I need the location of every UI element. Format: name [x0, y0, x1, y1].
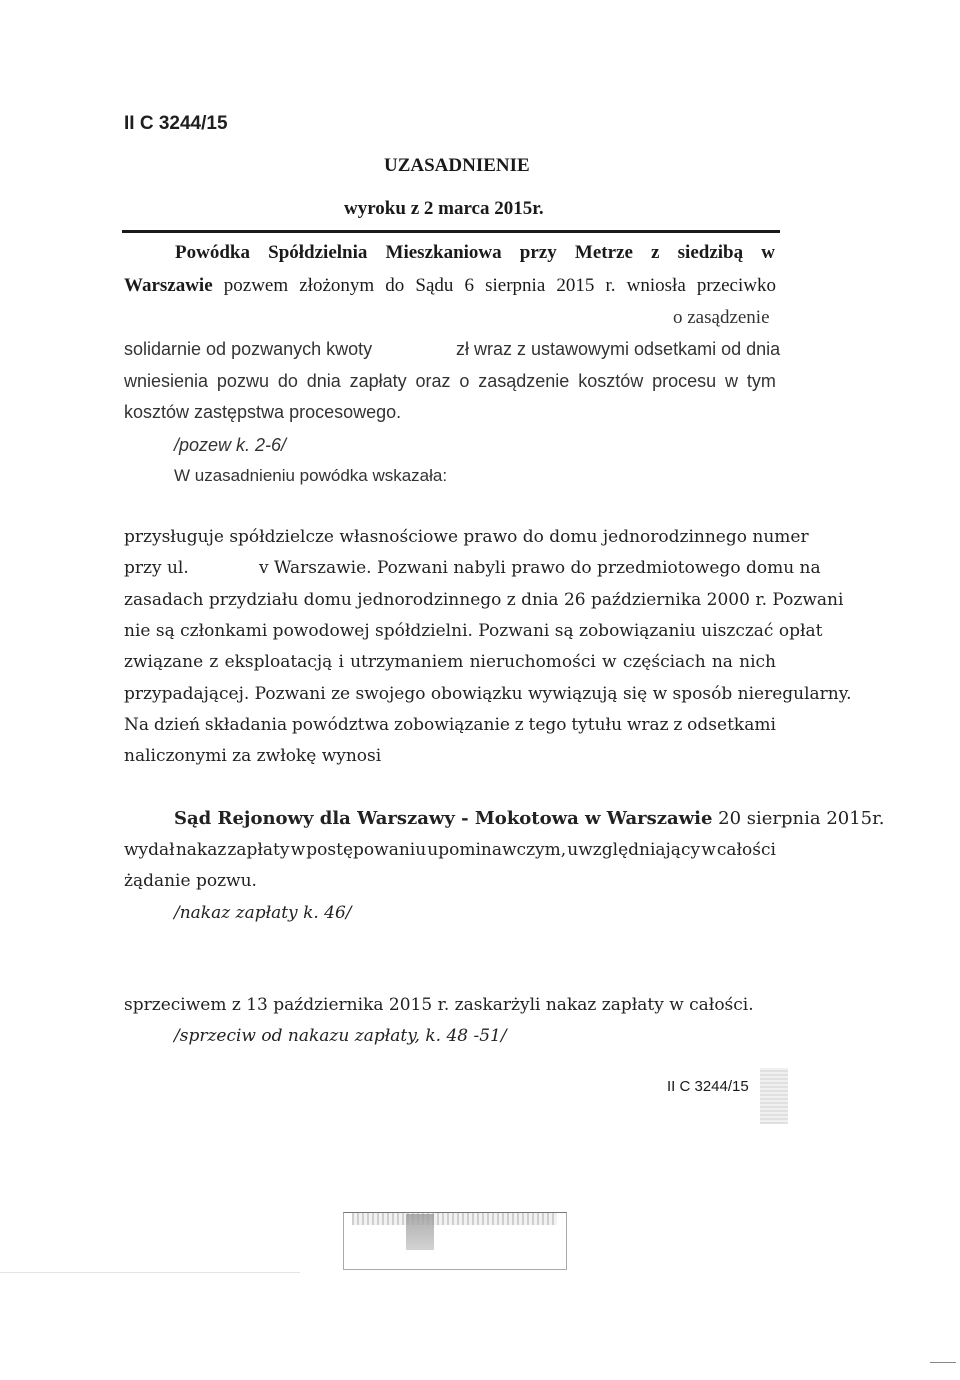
- para1-line2-word: do: [385, 275, 405, 296]
- para2-line5-word: w: [602, 652, 617, 672]
- para1-line5-word: do: [277, 371, 298, 391]
- para1-line2-word: przeciwko: [696, 275, 776, 296]
- para2-line7-word: zobowiązanie: [393, 715, 510, 735]
- para1-line5-word: pozwu: [216, 371, 269, 391]
- para1-line2-word: wniosła: [626, 275, 686, 296]
- case-number: II C 3244/15: [124, 113, 228, 134]
- para1-line2-word: Sądu: [415, 275, 454, 296]
- para1-line2-bold: Warszawie: [124, 275, 213, 296]
- para2-line7-word: dzień: [153, 715, 201, 735]
- para3-line2-word: całości: [716, 840, 776, 860]
- para1-line1-word: w: [761, 242, 775, 263]
- para1-line1-word: siedzibą: [677, 242, 744, 263]
- para2-line3: zasadach przydziału domu jednorodzinnego z dnia 26 października 2000 r. Pozwani: [124, 590, 844, 610]
- para1-intro: W uzasadnieniu powódka wskazała:: [174, 466, 448, 485]
- para1-line5-word: zapłaty: [349, 371, 407, 391]
- para1-line5-word: wniesienia: [124, 371, 209, 391]
- para2-line1: przysługuje spółdzielcze własnościowe prawo do domu jednorodzinnego numer: [124, 527, 809, 547]
- para1-line5-word: procesu: [652, 371, 717, 391]
- para1-line1-word: Powódka: [175, 242, 250, 263]
- para1-line1-word: Spółdzielnia: [268, 242, 368, 263]
- para2-line7-word: tego: [528, 715, 567, 735]
- para2-line4: nie są członkami powodowej spółdzielni. Pozwani są zobowiązaniu uiszczać opłat: [124, 621, 823, 641]
- para3-line2-word: zapłaty: [227, 840, 290, 860]
- court-date: 20 sierpnia 2015r.: [712, 808, 885, 829]
- title-rule: [122, 230, 780, 233]
- para3-line2-word: nakaz: [175, 840, 227, 860]
- para2-line5-word: utrzymaniem: [350, 652, 464, 672]
- barcode-strip: [352, 1213, 557, 1225]
- para4-line1: sprzeciwem z 13 października 2015 r. zaskarżyli nakaz zapłaty w całości.: [124, 995, 754, 1015]
- para1-line2-word: pozwem: [223, 275, 289, 296]
- para2-line7-word: Na: [124, 715, 150, 735]
- para1-line5-word: tym: [746, 371, 776, 391]
- para3-line1: [174, 808, 885, 829]
- para2-line5-word: z: [209, 652, 219, 672]
- para1-line2-word: sierpnia: [485, 275, 546, 296]
- barcode-logo: [406, 1214, 434, 1250]
- para1-line5-word: kosztów: [578, 371, 644, 391]
- document-subtitle: wyroku z 2 marca 2015r.: [344, 198, 544, 219]
- para3-line2-word: wydał: [124, 840, 175, 860]
- para1-line5-word: zasądzenie: [478, 371, 570, 391]
- para2-line7-word: odsetkami: [687, 715, 776, 735]
- para1-line1-word: Mieszkaniowa: [385, 242, 502, 263]
- para2-line8: naliczonymi za zwłokę wynosi: [124, 746, 382, 766]
- para1-line5-word: w: [724, 371, 738, 391]
- sprzeciw-reference: /sprzeciw od nakazu zapłaty, k. 48 -51/: [174, 1026, 507, 1046]
- para1-line4-right: zł wraz z ustawowymi odsetkami od dnia: [456, 339, 781, 359]
- para2-line7-word: tytułu: [571, 715, 623, 735]
- scan-mark-right: [930, 1362, 956, 1363]
- para3-line2: [124, 840, 776, 860]
- para1-line2-word: 6: [464, 275, 475, 296]
- para3-line2-word: w: [701, 840, 716, 860]
- para1-line1-word: przy: [519, 242, 557, 263]
- para2-line6: przypadającej. Pozwani ze swojego obowiązku wywiązują się w sposób nieregularny.: [124, 684, 852, 704]
- scan-stamp: [760, 1068, 788, 1124]
- para2-line7-word: powództwa: [291, 715, 390, 735]
- para3-line2-word: w: [290, 840, 306, 860]
- para2-line5-word: i: [338, 652, 344, 672]
- para2-line5-word: eksploatacją: [224, 652, 333, 672]
- scan-line-left: [0, 1272, 300, 1273]
- para2-line7-word: z: [514, 715, 524, 735]
- footer-case-number: II C 3244/15: [667, 1078, 749, 1095]
- court-name: Sąd Rejonowy dla Warszawy - Mokotowa w Warszawie: [174, 808, 713, 829]
- para3-line2-word: upominawczym,: [427, 840, 567, 860]
- para1-line3: o zasądzenie: [673, 307, 770, 328]
- para1-line1: [175, 242, 775, 264]
- para1-line2-word: złożonym: [299, 275, 375, 296]
- para3-line2-word: postępowaniu: [306, 840, 427, 860]
- para1-line5: [124, 371, 776, 392]
- para2-line5-word: nich: [739, 652, 776, 672]
- para1-line2-word: 2015: [556, 275, 595, 296]
- para2-line7: [124, 715, 776, 735]
- para2-line7-word: wraz: [626, 715, 669, 735]
- para1-line5-word: o: [459, 371, 470, 391]
- para1-line6: kosztów zastępstwa procesowego.: [124, 402, 402, 422]
- para1-line1-word: z: [651, 242, 660, 263]
- para2-line7-word: z: [673, 715, 683, 735]
- nakaz-reference: /nakaz zapłaty k. 46/: [174, 903, 352, 923]
- para3-line2-word: uwzględniający: [567, 840, 701, 860]
- para2-line2-right: v Warszawie. Pozwani nabyli prawo do przedmiotowego domu na: [259, 558, 821, 578]
- para2-line2-left: przy ul.: [124, 558, 189, 578]
- para2-line5-word: na: [711, 652, 733, 672]
- para3-line3: żądanie pozwu.: [124, 871, 257, 891]
- para1-line4-left: solidarnie od pozwanych kwoty: [124, 339, 373, 359]
- para1-line2-word: r.: [605, 275, 616, 296]
- para1-line5-word: dnia: [306, 371, 341, 391]
- para2-line5: [124, 652, 776, 672]
- para2-line7-word: składania: [204, 715, 288, 735]
- pozew-reference: /pozew k. 2-6/: [174, 435, 287, 455]
- para2-line5-word: częściach: [622, 652, 706, 672]
- para2-line5-word: związane: [124, 652, 204, 672]
- para1-line2: [124, 275, 776, 297]
- para1-line1-word: Metrze: [574, 242, 633, 263]
- document-title: UZASADNIENIE: [384, 155, 530, 176]
- para1-line5-word: oraz: [415, 371, 451, 391]
- para2-line5-word: nieruchomości: [469, 652, 596, 672]
